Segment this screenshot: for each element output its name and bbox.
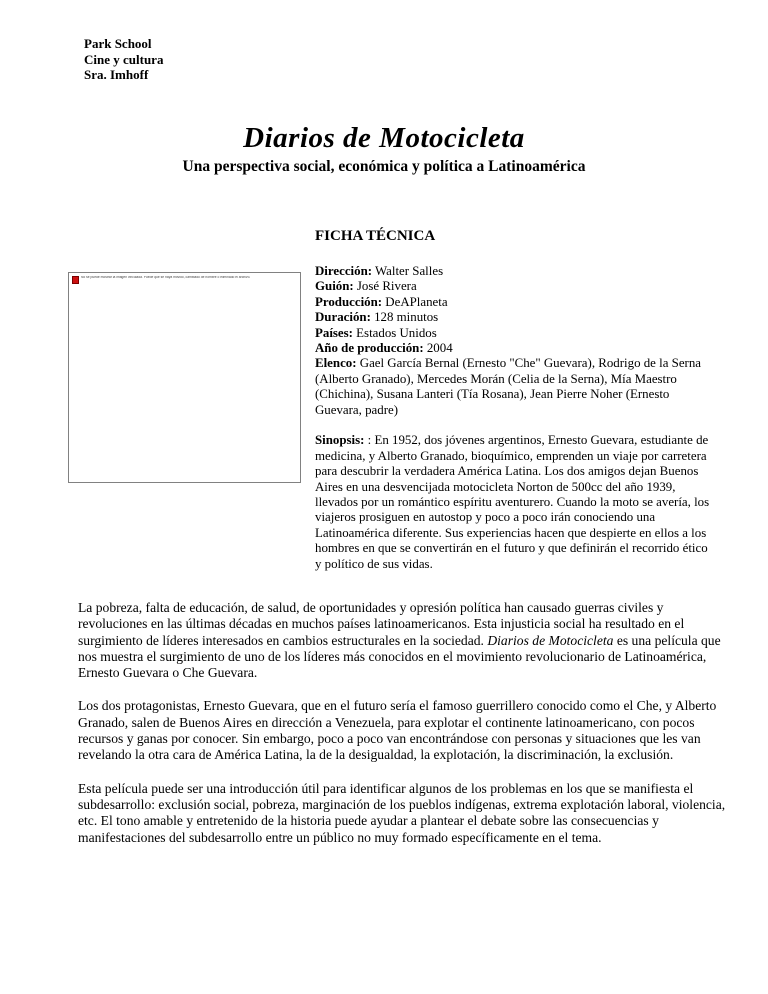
body-text-section [78, 600, 730, 863]
field-value: 128 minutos [370, 310, 439, 325]
elenco-value: Gael García Bernal (Ernesto "Che" Guevara), Rodrigo de la Serna (Alberto Granado), Mercedes Morán (Celia de la Serna), Mía Maestro (Chichina), Susana Lanteri (Tía Rosana), Jean Pierre Noher (Ernesto Guevara, padre) [315, 356, 702, 417]
field-label: Guión: [315, 279, 354, 294]
ficha-field-produccion [315, 295, 712, 310]
paragraph-1-film-title-italic: Diarios de Motocicleta [487, 632, 614, 648]
field-label: Año de producción: [315, 341, 424, 356]
ficha-heading: FICHA TÉCNICA [315, 228, 436, 244]
ficha-field-anio [315, 341, 712, 356]
field-value: DeAPlaneta [382, 294, 448, 309]
field-label: Dirección: [315, 264, 373, 278]
field-label: Países: [315, 325, 353, 340]
paragraph-1 [78, 600, 730, 681]
header-course: Cine y cultura [84, 51, 164, 67]
sinopsis-paragraph [315, 433, 712, 572]
elenco-label: Elenco: [315, 356, 357, 371]
paragraph-2: Los dos protagonistas, Ernesto Guevara, que en el futuro sería el famoso guerrillero conocido como el Che, y Alberto Granado, salen de Buenos Aires en dirección a Venezuela, para explotar el continente latinoamericano, con pocos recursos y ganas por conocer. Sin embargo, poco a poco van encontrándose con personas y situaciones que les van revelando la otra cara de América Latina, la de la desigualdad, la explotación, la discriminación, la exclusión. [78, 698, 717, 763]
sinopsis-label: Sinopsis: [315, 433, 365, 448]
paragraph-1-text-after: es una película que nos muestra el surgimiento de uno de los líderes más conocidos en el movimiento revolucionario de Latinoamérica, Ernesto Guevara o Che Guevara. [78, 632, 721, 681]
ficha-field-direccion [315, 264, 712, 279]
field-label: Duración: [315, 310, 371, 325]
header-teacher: Sra. Imhoff [84, 67, 149, 82]
broken-image-message: No se puede mostrar la imagen vinculada. Puede que se haya movido, cambiado de nombre o eliminado el archivo. [81, 276, 251, 280]
broken-image-icon [72, 276, 79, 284]
broken-image-row [72, 276, 252, 284]
ficha-field-guion [315, 279, 712, 294]
page-title: Diarios de Motocicleta [243, 122, 525, 154]
sinopsis-value: : En 1952, dos jóvenes argentinos, Ernesto Guevara, estudiante de medicina, y Alberto Granado, bioquímico, emprenden un viaje por carretera para descubrir la verdadera América Latina. Los dos amigos dejan Buenos Aires en una desvencijada motocicleta Norton de 500cc del año 1939, llevados por un romántico espíritu aventurero. Cuando la moto se avería, los viajeros prosiguen en autostop y poco a poco irán conociendo una Latinoamérica diferente. Sus experiencias hacen que despierte en ellos a los hombres en que se convertirán en el futuro y que definirán el recorrido ético y político de sus vidas. [315, 433, 710, 571]
page-subtitle: Una perspectiva social, económica y política a Latinoamérica [182, 158, 586, 175]
elenco-paragraph [315, 356, 712, 418]
field-value: Walter Salles [372, 264, 444, 278]
field-label: Producción: [315, 294, 383, 309]
paragraph-3: Esta película puede ser una introducción útil para identificar algunos de los problemas en los que se manifiesta el subdesarrollo: exclusión social, pobreza, marginación de los pueblos indígenas, extrema explotación laboral, violencia, etc. El tono amable y entretenido de la historia puede ayudar a plantear el debate sobre las consecuencias y manifestaciones del subdesarrollo entre un público no muy formado específicamente en el tema. [78, 780, 726, 845]
field-value: José Rivera [353, 279, 417, 294]
title-block [0, 121, 768, 176]
doc-header [84, 36, 163, 83]
field-value: 2004 [423, 341, 453, 356]
ficha-tecnica-section [315, 227, 712, 572]
ficha-field-paises [315, 326, 712, 341]
paragraph-1-text: La pobreza, falta de educación, de salud, de oportunidades y opresión política han causado guerras civiles y revoluciones en las últimas décadas en muchos países latinoamericanos. Esta injusticia social ha resultado en el surgimiento de líderes interesados en cambios estructurales en la sociedad. [78, 600, 685, 648]
broken-image-placeholder [68, 272, 301, 483]
field-value: Estados Unidos [352, 325, 437, 340]
ficha-field-duracion [315, 310, 712, 325]
header-school: Park School [84, 36, 152, 51]
